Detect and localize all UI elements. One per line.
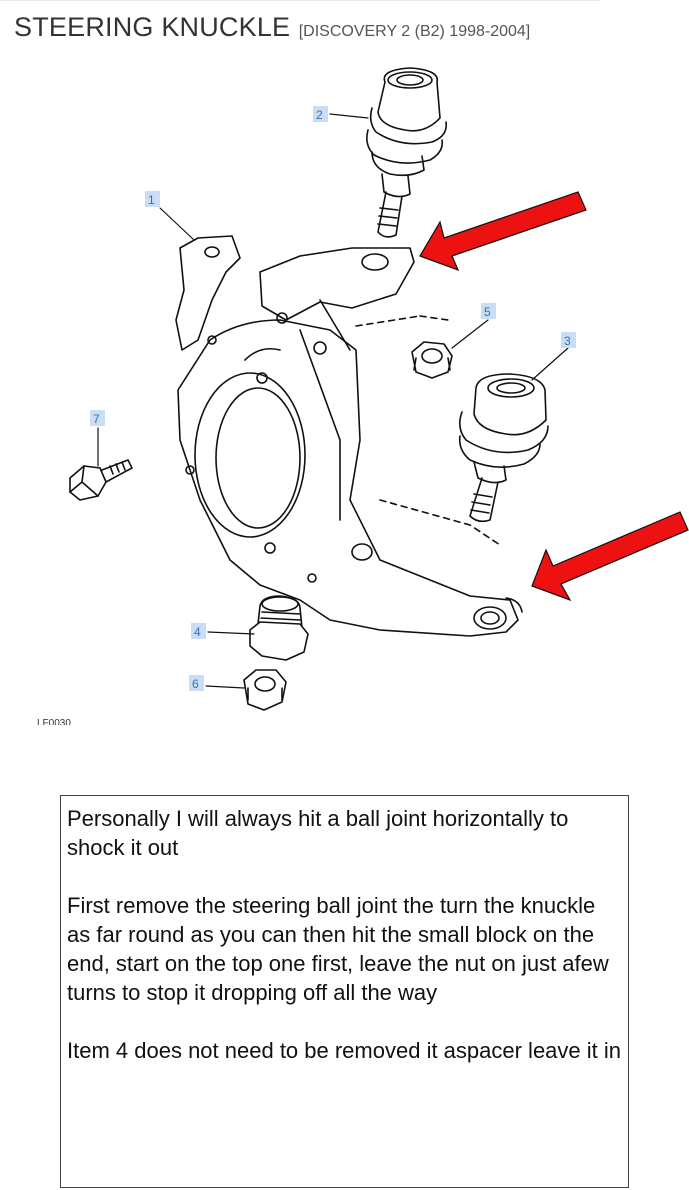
svg-text:6: 6 [192,677,199,691]
nut-part-5 [412,342,452,378]
callout-4 [191,623,206,639]
spacer-part-4 [250,596,308,660]
callout-1 [145,191,160,207]
note-box [60,795,629,1188]
bolt-part-7 [70,460,132,500]
knuckle-body [176,236,522,636]
note-paragraph-2: First remove the steering ball joint the turn the knuckle as far round as you can then hit the small block on the end, start on the top one first, leave the nut on just afew turns to stop it dropping off all the way [67,893,609,1005]
figure-reference: LF0030 [37,718,71,725]
svg-text:1: 1 [148,193,155,207]
steering-knuckle-diagram [0,50,689,740]
svg-text:7: 7 [93,412,100,426]
svg-text:3: 3 [564,334,571,348]
callout-5 [481,303,496,319]
svg-text:4: 4 [194,625,201,639]
title-text: STEERING KNUCKLE [14,12,291,42]
note-paragraph-1: Personally I will always hit a ball joint horizontally to shock it out [67,806,569,860]
red-arrow-upper [420,192,586,270]
nut-part-6 [244,670,286,710]
svg-text:2: 2 [316,108,323,122]
page-title [14,12,530,43]
callout-6 [189,675,204,691]
top-divider [0,0,600,1]
callout-3 [561,332,576,348]
lower-ball-joint [460,374,548,521]
callout-2 [313,106,328,122]
upper-ball-joint [367,68,446,237]
red-arrow-lower [532,512,688,600]
note-paragraph-3: Item 4 does not need to be removed it aspacer leave it in [67,1038,621,1063]
callout-7 [90,410,105,426]
svg-text:5: 5 [484,305,491,319]
title-subtitle: [DISCOVERY 2 (B2) 1998-2004] [298,23,531,40]
